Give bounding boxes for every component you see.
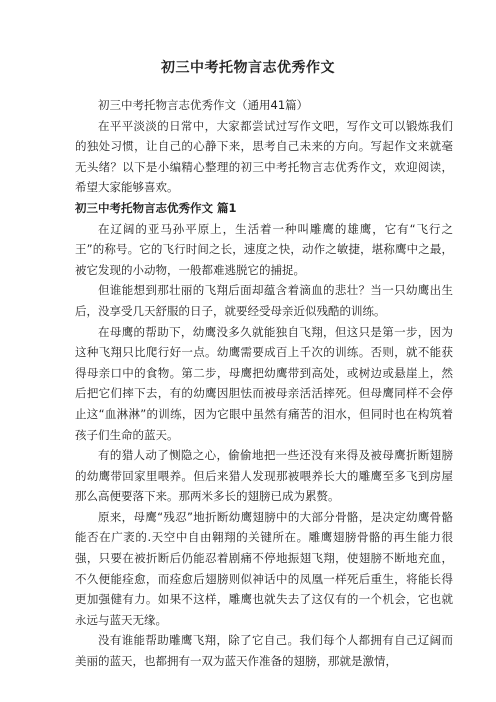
body-paragraph: 没有谁能帮助雕鹰飞翔，除了它自己。我们每个人都拥有自己辽阔而美丽的蓝天，也都拥有一双为蓝天作准备的翅膀，那就是激情，: [75, 633, 453, 669]
document-title: 初三中考托物言志优秀作文: [161, 60, 335, 76]
document-body: [75, 95, 453, 672]
body-paragraph: 在辽阔的亚马孙平原上，生活着一种叫雕鹰的雄鹰，它有“飞行之王”的称号。它的飞行时间之长，速度之快，动作之敏捷，堪称鹰中之最，被它发现的小动物，一般都难逃脱它的捕捉。: [75, 221, 453, 277]
body-paragraph: 有的猎人动了恻隐之心，偷偷地把一些还没有来得及被母鹰折断翅膀的幼鹰带回家里喂养。但后来猎人发现那被喂养长大的雕鹰至多飞到房屋那么高便要落下来。那两米多长的翅膀已成为累赘。: [75, 448, 453, 504]
subtitle-paragraph: 初三中考托物言志优秀作文（通用41篇）: [98, 98, 309, 112]
body-paragraph: 原来，母鹰“残忍”地折断幼鹰翅膀中的大部分骨骼，是决定幼鹰骨骼能否在广袤的.天空中自由翱翔的关键所在。雕鹰翅膀骨骼的再生能力很强，只要在被折断后仍能忍着剧痛不停地振翅飞翔，使翅膀不断地充血，不久便能痊愈，而痊愈后翅膀则似神话中的凤凰一样死后重生，将能长得更加强健有力。如果不这样，雕鹰也就失去了这仅有的一个机会，它也就永远与蓝天无缘。: [75, 509, 453, 627]
section-heading: 初三中考托物言志优秀作文 篇1: [75, 200, 237, 215]
body-paragraph: 但谁能想到那壮丽的飞翔后面却蕴含着滴血的悲壮？当一只幼鹰出生后，没享受几天舒服的日子，就要经受母亲近似残酷的训练。: [75, 283, 453, 318]
body-paragraph: 在母鹰的帮助下，幼鹰没多久就能独自飞翔，但这只是第一步，因为这种飞翔只比爬行好一点。幼鹰需要成百上千次的训练。否则，就不能获得母亲口中的食物。第二步，母鹰把幼鹰带到高处，或树边或悬崖上，然后把它们摔下去，有的幼鹰因胆怯而被母亲活活摔死。但母鹰同样不会停止这“血淋淋”的训练，因为它眼中虽然有痛苦的泪水，但同时也在构筑着孩子们生命的蓝天。: [75, 324, 453, 442]
intro-paragraph: 在平平淡淡的日常中，大家都尝试过写作文吧，写作文可以锻炼我们的独处习惯，让自己的心静下来，思考自己未来的方向。写起作文来就毫无头绪？以下是小编精心整理的初三中考托物言志优秀作文，欢迎阅读，希望大家能够喜欢。: [75, 118, 453, 195]
